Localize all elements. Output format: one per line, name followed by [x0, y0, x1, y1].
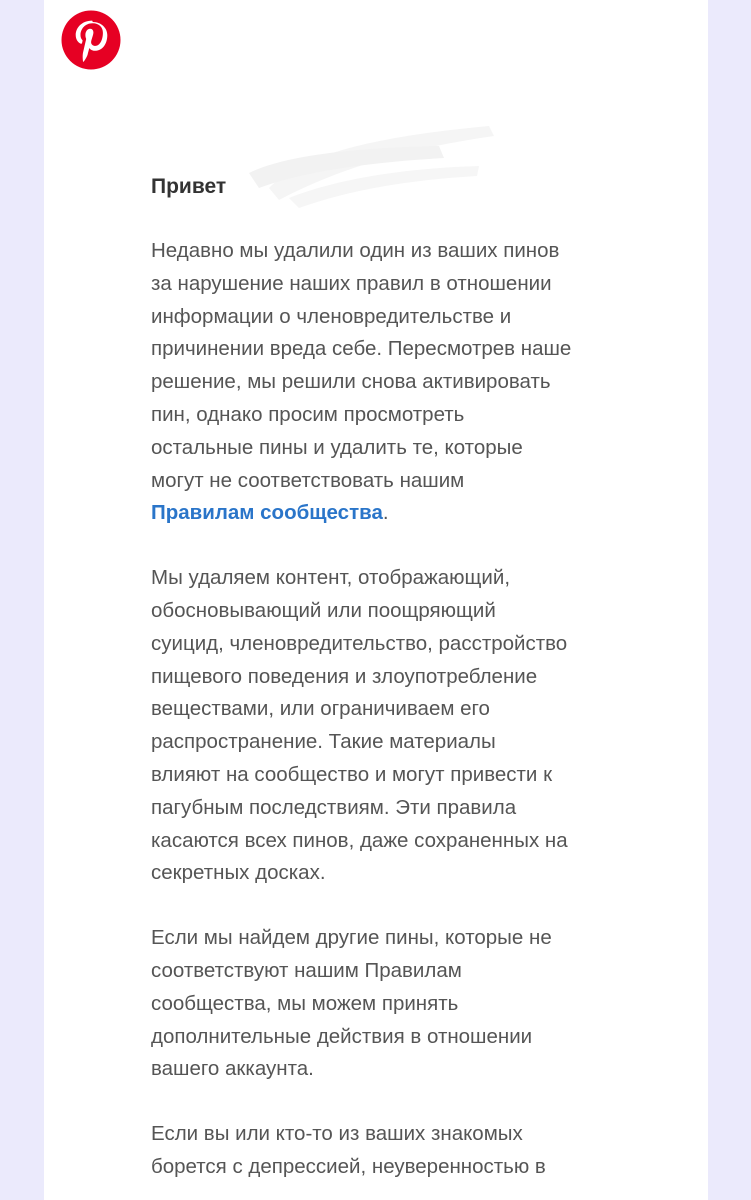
paragraph-line: секретных досках. — [151, 861, 326, 885]
paragraph-line: суицид, членовредительство, расстройство — [151, 631, 568, 655]
link-suffix: . — [382, 501, 389, 525]
paragraph-line: дополнительные действия в отношении — [151, 1024, 533, 1048]
paragraph-line: распространение. Такие материалы — [151, 730, 496, 754]
paragraph-line: влияют на сообщество и могут привести к — [151, 762, 553, 786]
paragraph-line: касаются всех пинов, даже сохраненных на — [151, 828, 568, 852]
email-content — [151, 171, 611, 1200]
paragraph-removed-pin — [151, 235, 611, 530]
paragraph-line-with-link — [151, 497, 611, 530]
paragraph-line: вашего аккаунта. — [151, 1057, 314, 1081]
paragraph-line: соответствуют нашим Правилам — [151, 958, 462, 982]
paragraph-line: за нарушение наших правил в отношении — [151, 271, 552, 295]
paragraph-line: могут не соответствовать нашим — [151, 468, 465, 492]
paragraph-line: обосновывающий или поощряющий — [151, 598, 496, 622]
pinterest-logo-graphic — [61, 10, 121, 70]
paragraph-line: борется с депрессией, неуверенностью в — [151, 1154, 546, 1178]
paragraph-line: Недавно мы удалили один из ваших пинов — [151, 239, 560, 262]
paragraph-further-action — [151, 922, 611, 1086]
paragraph-line: Мы удаляем контент, отображающий, — [151, 566, 511, 590]
paragraph-line: Если вы или кто-то из ваших знакомых — [151, 1122, 523, 1146]
paragraph-line: информации о членовредительстве и — [151, 304, 512, 328]
community-guidelines-link[interactable]: Правилам сообщества — [151, 501, 383, 525]
paragraph-line: причинении вреда себе. Пересмотрев наше — [151, 337, 572, 361]
paragraph-line: веществами, или ограничиваем его — [151, 697, 490, 721]
paragraph-line: пищевого поведения и злоупотребление — [151, 664, 538, 688]
paragraph-line: пагубным последствиям. Эти правила — [151, 795, 517, 819]
paragraph-line: решение, мы решили снова активировать — [151, 370, 551, 394]
greeting-heading: Привет — [151, 175, 227, 198]
paragraph-line: сообщества, мы можем принять — [151, 991, 459, 1015]
email-card — [44, 0, 708, 1200]
paragraph-line: остальные пины и удалить те, которые — [151, 435, 523, 459]
pinterest-logo-icon[interactable] — [61, 10, 121, 70]
paragraph-support — [151, 1118, 611, 1184]
paragraph-line: Если мы найдем другие пины, которые не — [151, 926, 552, 950]
paragraph-content-policy — [151, 562, 611, 890]
paragraph-line: пин, однако просим просмотреть — [151, 402, 465, 426]
